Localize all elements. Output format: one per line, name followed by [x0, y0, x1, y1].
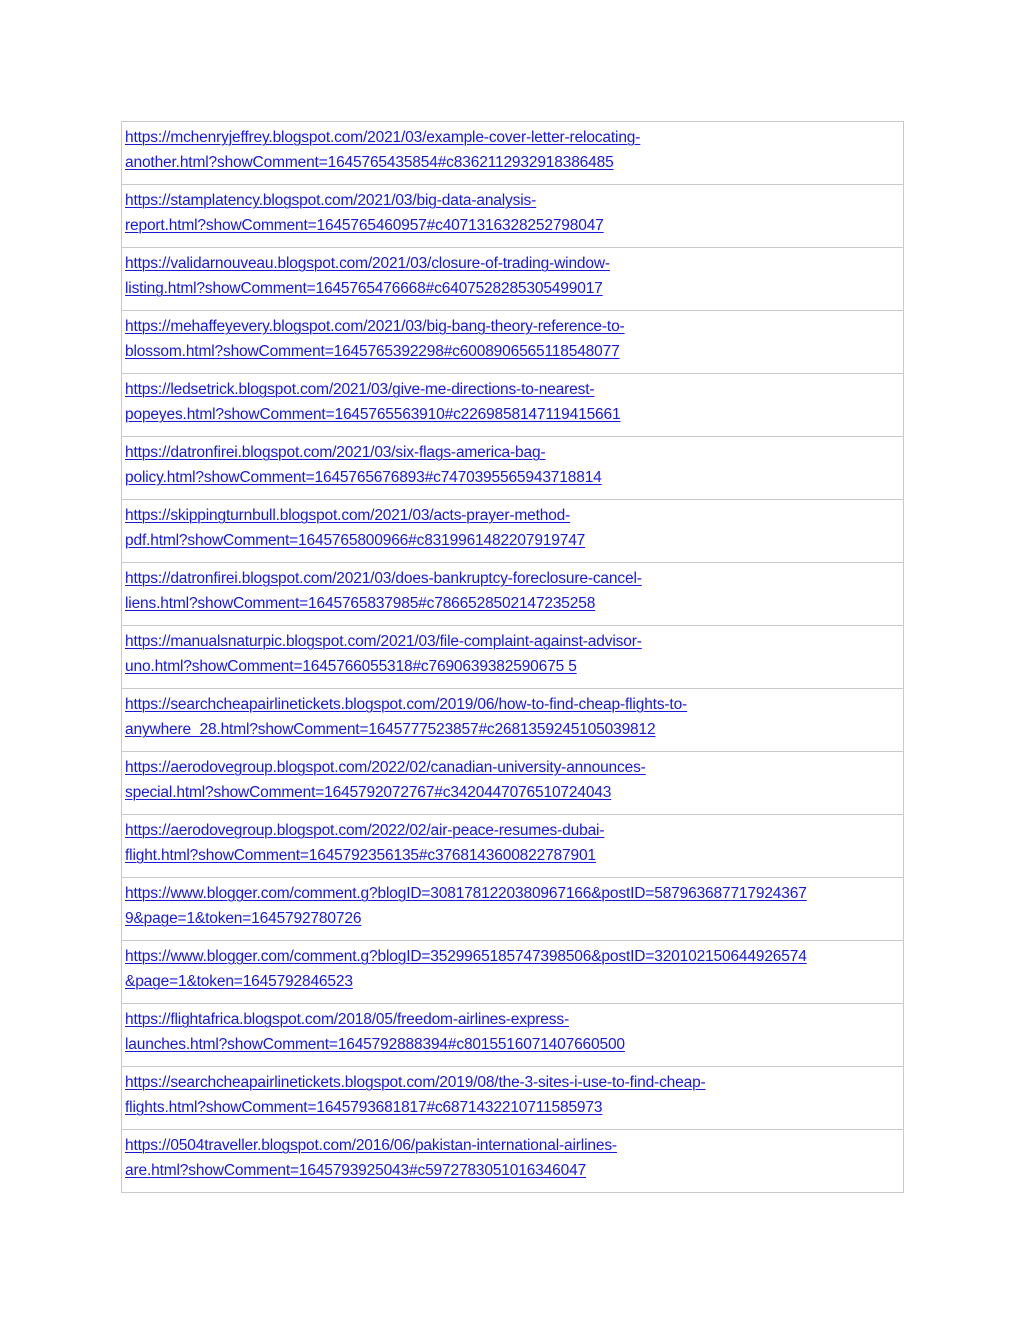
hyperlink[interactable]	[125, 500, 900, 562]
hyperlink-line-1[interactable]: https://searchcheapairlinetickets.blogspot.com/2019/06/how-to-find-cheap-flights-to-	[125, 696, 688, 713]
hyperlink[interactable]	[125, 437, 900, 499]
hyperlink[interactable]	[125, 311, 900, 373]
table-row	[122, 374, 904, 437]
hyperlink[interactable]	[125, 1130, 900, 1192]
table-cell	[122, 1004, 904, 1067]
hyperlink-line-2[interactable]: popeyes.html?showComment=1645765563910#c2269858147119415661	[125, 406, 621, 423]
table-cell	[122, 752, 904, 815]
hyperlink-line-2[interactable]: flight.html?showComment=1645792356135#c3768143600822787901	[125, 847, 596, 864]
table-cell	[122, 626, 904, 689]
hyperlink-line-2[interactable]: &page=1&token=1645792846523	[125, 973, 353, 990]
hyperlink-line-2[interactable]: another.html?showComment=1645765435854#c8362112932918386485	[125, 154, 614, 171]
table-row	[122, 752, 904, 815]
hyperlink[interactable]	[125, 878, 900, 940]
hyperlink-line-2[interactable]: anywhere_28.html?showComment=1645777523857#c2681359245105039812	[125, 721, 656, 738]
hyperlink-line-2[interactable]: listing.html?showComment=1645765476668#c6407528285305499017	[125, 280, 603, 297]
hyperlink-line-1[interactable]: https://searchcheapairlinetickets.blogspot.com/2019/08/the-3-sites-i-use-to-find-cheap-	[125, 1074, 706, 1091]
table-row	[122, 626, 904, 689]
hyperlink-line-2[interactable]: liens.html?showComment=1645765837985#c7866528502147235258	[125, 595, 596, 612]
hyperlink-line-2[interactable]: flights.html?showComment=1645793681817#c6871432210711585973	[125, 1099, 603, 1116]
table-row	[122, 689, 904, 752]
hyperlink-line-2[interactable]: are.html?showComment=1645793925043#c5972783051016346047	[125, 1162, 587, 1179]
hyperlink-line-1[interactable]: https://aerodovegroup.blogspot.com/2022/02/air-peace-resumes-dubai-	[125, 822, 605, 839]
hyperlink[interactable]	[125, 248, 900, 310]
table-cell	[122, 1067, 904, 1130]
table-row	[122, 941, 904, 1004]
table-cell	[122, 374, 904, 437]
hyperlink-line-1[interactable]: https://stamplatency.blogspot.com/2021/03/big-data-analysis-	[125, 192, 537, 209]
table-row	[122, 1130, 904, 1193]
hyperlink-line-2[interactable]: report.html?showComment=1645765460957#c4071316328252798047	[125, 217, 604, 234]
table-cell	[122, 941, 904, 1004]
table-cell	[122, 689, 904, 752]
table-cell	[122, 500, 904, 563]
hyperlink-line-2[interactable]: uno.html?showComment=1645766055318#c7690639382590675 5	[125, 658, 577, 675]
hyperlink[interactable]	[125, 815, 900, 877]
link-table	[121, 121, 904, 1193]
table-cell	[122, 815, 904, 878]
table-cell	[122, 311, 904, 374]
hyperlink[interactable]	[125, 563, 900, 625]
table-cell	[122, 1130, 904, 1193]
hyperlink-line-1[interactable]: https://www.blogger.com/comment.g?blogID=3081781220380967166&postID=587963687717924367	[125, 885, 807, 902]
table-cell	[122, 563, 904, 626]
hyperlink-line-1[interactable]: https://manualsnaturpic.blogspot.com/2021/03/file-complaint-against-advisor-	[125, 633, 642, 650]
hyperlink[interactable]	[125, 941, 900, 1003]
table-cell	[122, 878, 904, 941]
hyperlink-line-2[interactable]: pdf.html?showComment=1645765800966#c8319961482207919747	[125, 532, 586, 549]
hyperlink-line-1[interactable]: https://mehaffeyevery.blogspot.com/2021/03/big-bang-theory-reference-to-	[125, 318, 625, 335]
table-cell	[122, 437, 904, 500]
hyperlink[interactable]	[125, 626, 900, 688]
table-row	[122, 1067, 904, 1130]
hyperlink-line-2[interactable]: blossom.html?showComment=1645765392298#c6008906565118548077	[125, 343, 620, 360]
hyperlink-line-1[interactable]: https://aerodovegroup.blogspot.com/2022/02/canadian-university-announces-	[125, 759, 646, 776]
hyperlink-line-1[interactable]: https://mchenryjeffrey.blogspot.com/2021/03/example-cover-letter-relocating-	[125, 129, 641, 146]
table-row	[122, 248, 904, 311]
table-row	[122, 563, 904, 626]
hyperlink-line-2[interactable]: launches.html?showComment=1645792888394#c8015516071407660500	[125, 1036, 625, 1053]
hyperlink-line-1[interactable]: https://datronfirei.blogspot.com/2021/03/does-bankruptcy-foreclosure-cancel-	[125, 570, 642, 587]
hyperlink-line-1[interactable]: https://datronfirei.blogspot.com/2021/03/six-flags-america-bag-	[125, 444, 546, 461]
hyperlink[interactable]	[125, 185, 900, 247]
table-row	[122, 437, 904, 500]
hyperlink[interactable]	[125, 1067, 900, 1129]
table-row	[122, 122, 904, 185]
hyperlink-line-2[interactable]: policy.html?showComment=1645765676893#c7470395565943718814	[125, 469, 602, 486]
hyperlink-line-1[interactable]: https://flightafrica.blogspot.com/2018/05/freedom-airlines-express-	[125, 1011, 569, 1028]
hyperlink-line-1[interactable]: https://skippingturnbull.blogspot.com/2021/03/acts-prayer-method-	[125, 507, 571, 524]
table-row	[122, 500, 904, 563]
hyperlink[interactable]	[125, 1004, 900, 1066]
hyperlink[interactable]	[125, 122, 900, 184]
hyperlink-line-1[interactable]: https://validarnouveau.blogspot.com/2021/03/closure-of-trading-window-	[125, 255, 610, 272]
table-row	[122, 815, 904, 878]
hyperlink-line-2[interactable]: special.html?showComment=1645792072767#c3420447076510724043	[125, 784, 612, 801]
table-row	[122, 878, 904, 941]
hyperlink[interactable]	[125, 689, 900, 751]
hyperlink[interactable]	[125, 752, 900, 814]
table-cell	[122, 185, 904, 248]
hyperlink-line-1[interactable]: https://www.blogger.com/comment.g?blogID=3529965185747398506&postID=320102150644926574	[125, 948, 807, 965]
hyperlink[interactable]	[125, 374, 900, 436]
table-row	[122, 1004, 904, 1067]
table-row	[122, 185, 904, 248]
table-cell	[122, 248, 904, 311]
hyperlink-line-1[interactable]: https://0504traveller.blogspot.com/2016/06/pakistan-international-airlines-	[125, 1137, 617, 1154]
table-row	[122, 311, 904, 374]
hyperlink-line-1[interactable]: https://ledsetrick.blogspot.com/2021/03/give-me-directions-to-nearest-	[125, 381, 595, 398]
hyperlink-line-2[interactable]: 9&page=1&token=1645792780726	[125, 910, 362, 927]
table-cell	[122, 122, 904, 185]
